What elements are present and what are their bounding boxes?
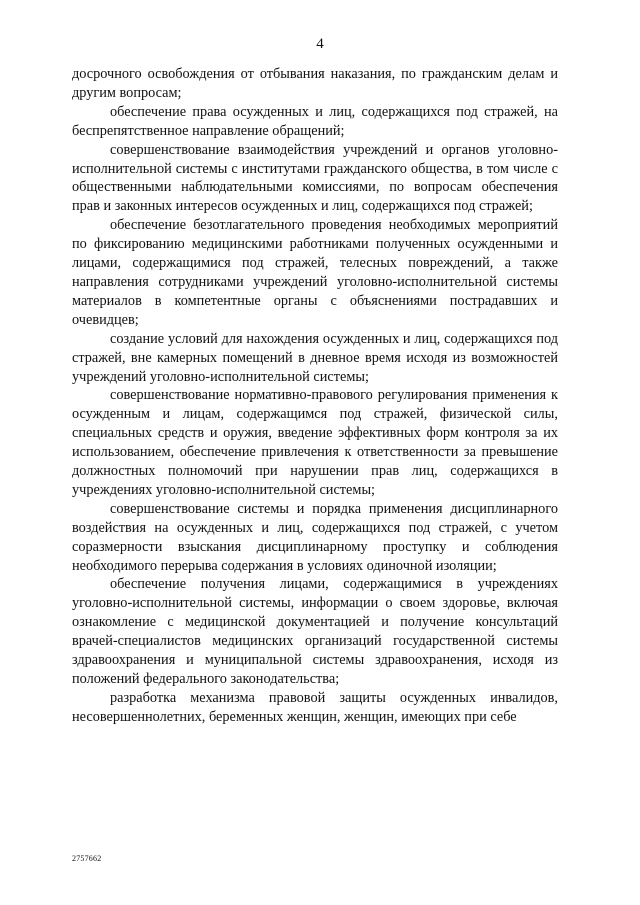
paragraph-continuation: досрочного освобождения от отбывания наказания, по гражданским делам и другим вопросам; [72,66,558,101]
paragraph: разработка механизма правовой защиты осужденных инвалидов, несовершеннолетних, беременных женщин, женщин, имеющих при себе [72,689,558,725]
paragraph: совершенствование нормативно-правового регулирования применения к осужденным и лицам, содержащимся под стражей, физической силы, специальных средств и оружия, введение эффективных форм контроля за их использованием, обеспечение привлечения к ответственности за превышение должностных полномочий при нарушении прав лиц, содержащихся в учреждениях уголовно-исполнительной системы; [72,387,558,498]
paragraph: совершенствование взаимодействия учреждений и органов уголовно-исполнительной системы с институтами гражданского общества, в том числе с общественными наблюдательными комиссиями, по вопросам обеспечения прав и законных интересов осужденных и лиц, содержащихся под стражей; [72,141,558,215]
document-code: 2757662 [72,854,102,863]
paragraph: совершенствование системы и порядка применения дисциплинарного воздействия на осужденных и лиц, содержащихся под стражей, с учетом соразмерности взыскания дисциплинарному проступку и соблюдения необходимого перерыва содержания в условиях одиночной изоляции; [72,500,558,574]
paragraph: обеспечение безотлагательного проведения необходимых мероприятий по фиксированию медицинскими работниками полученных осужденными и лицами, содержащимися под стражей, телесных повреждений, а также направления сотрудниками учреждений уголовно-исполнительной системы материалов в компетентные органы с объяснениями пострадавших и очевидцев; [72,217,558,328]
page-number: 4 [316,36,324,52]
paragraph: обеспечение получения лицами, содержащимися в учреждениях уголовно-исполнительной системы, информации о своем здоровье, включая ознакомление с медицинской документацией и получение консультаций врачей-специалистов медицинских организаций государственной системы здравоохранения и муниципальной системы здравоохранения, исходя из положений федерального законодательства; [72,576,558,687]
document-body [72,65,558,727]
paragraph: обеспечение права осужденных и лиц, содержащихся под стражей, на беспрепятственное направление обращений; [72,103,558,139]
paragraph: создание условий для нахождения осужденных и лиц, содержащихся под стражей, вне камерных помещений в дневное время исходя из возможностей учреждений уголовно-исполнительной системы; [72,330,558,385]
